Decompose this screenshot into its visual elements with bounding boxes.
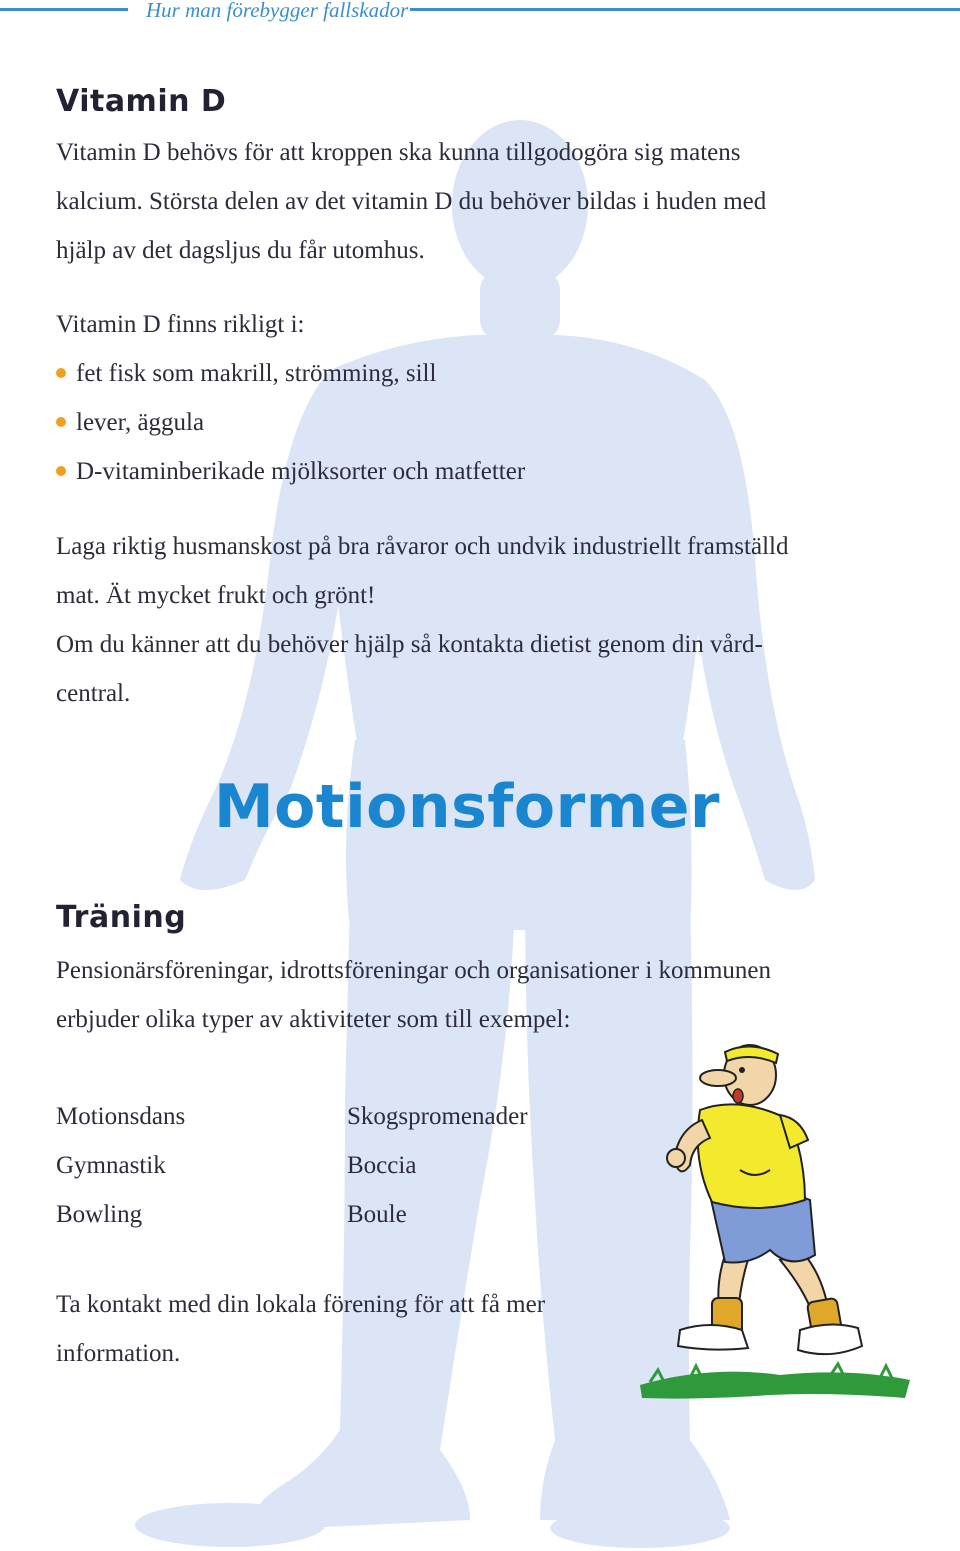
contact-line-2: information. [56, 1340, 181, 1367]
vitamin-d-intro-line-1: Vitamin D behövs för att kroppen ska kunna tillgodogöra sig matens [56, 139, 741, 166]
list-item [56, 360, 436, 388]
jogging-man-cartoon-image [630, 1030, 920, 1410]
bullet-icon [56, 466, 66, 476]
vitamin-d-sources-label: Vitamin D finns rikligt i: [56, 311, 305, 338]
bullet-icon [56, 417, 66, 427]
activity-item: Boccia [347, 1152, 417, 1179]
training-heading: Träning [56, 900, 187, 935]
training-line-1: Pensionärsföreningar, idrottsföreningar och organisationer i kommunen [56, 957, 772, 984]
contact-line-1: Ta kontakt med din lokala förening för att få mer [56, 1291, 546, 1318]
advice-line-2: mat. Ät mycket frukt och grönt! [56, 582, 376, 609]
list-item-text: D-vitaminberikade mjölksorter och matfetter [76, 458, 526, 485]
activity-item: Boule [347, 1201, 407, 1228]
bullet-icon [56, 368, 66, 378]
vitamin-d-intro-line-2: kalcium. Största delen av det vitamin D du behöver bildas i huden med [56, 188, 767, 215]
activity-item: Motionsdans [56, 1103, 186, 1130]
list-item [56, 458, 525, 486]
activity-item: Skogspromenader [347, 1103, 528, 1130]
training-line-2: erbjuder olika typer av aktiviteter som till exempel: [56, 1006, 571, 1033]
advice-line-1: Laga riktig husmanskost på bra råvaror och undvik industriellt framställd [56, 533, 789, 560]
activity-item: Bowling [56, 1201, 143, 1228]
running-header-title: Hur man förebygger fallskador [146, 0, 409, 22]
list-item-text: lever, äggula [76, 409, 205, 436]
activity-item: Gymnastik [56, 1152, 166, 1179]
vitamin-d-intro-line-3: hjälp av det dagsljus du får utomhus. [56, 237, 425, 264]
motionsformer-title: Motionsformer [213, 772, 721, 842]
advice-line-4: central. [56, 680, 131, 707]
list-item [56, 409, 204, 437]
advice-line-3: Om du känner att du behöver hjälp så kontakta dietist genom din vård- [56, 631, 763, 658]
list-item-text: fet fisk som makrill, strömming, sill [76, 360, 437, 387]
vitamin-d-heading: Vitamin D [56, 84, 227, 119]
